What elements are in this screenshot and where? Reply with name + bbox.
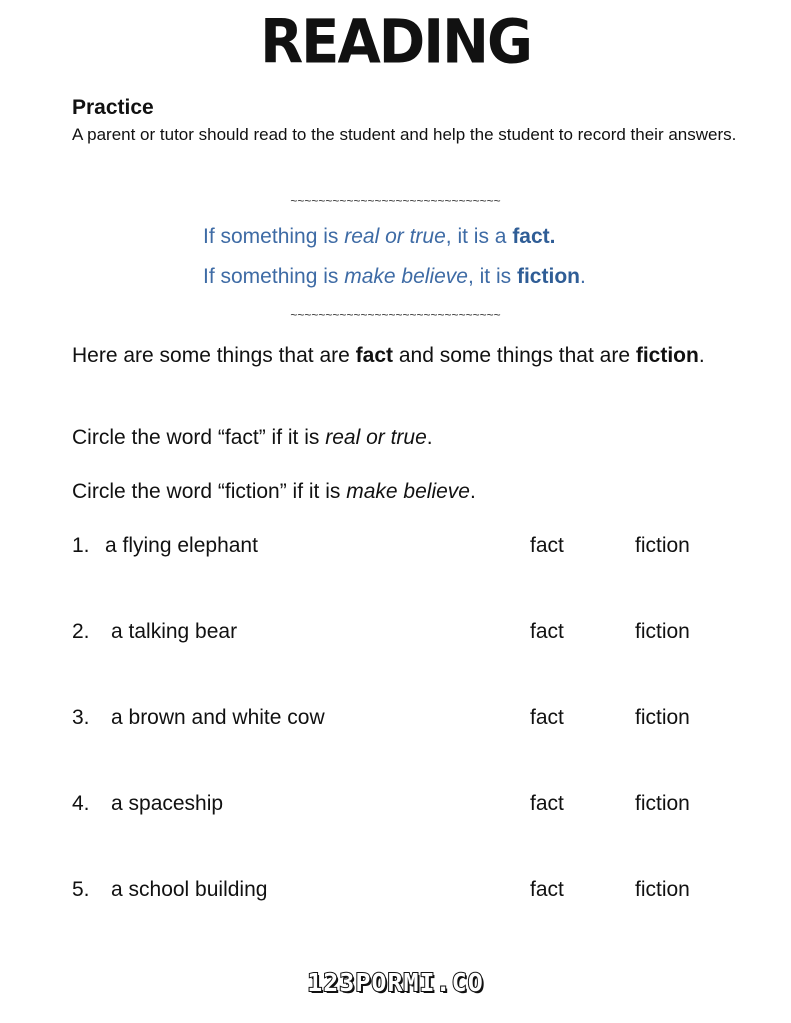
intro-paragraph xyxy=(72,342,732,369)
circle-fiction-end: . xyxy=(469,480,476,503)
item-number: 4. xyxy=(72,792,90,815)
list-item xyxy=(72,790,732,818)
definition-fact-mid: , it is a xyxy=(445,225,513,248)
circle-fiction-emphasis: make believe xyxy=(346,480,470,503)
definition-fiction-word: fiction xyxy=(516,265,580,288)
definition-fiction xyxy=(203,264,586,290)
item-number: 2. xyxy=(72,620,90,643)
fact-option[interactable]: fact xyxy=(530,620,564,643)
definition-fiction-emphasis: make believe xyxy=(344,265,468,288)
circle-fact-prefix: Circle the word “fact” if it is xyxy=(72,426,326,449)
circle-fact-instruction xyxy=(72,424,732,451)
fiction-option[interactable]: fiction xyxy=(635,534,690,557)
intro-part1: Here are some things that are xyxy=(72,344,356,367)
fact-option[interactable]: fact xyxy=(530,878,564,901)
definition-fiction-mid: , it is xyxy=(467,265,517,288)
item-text: a talking bear xyxy=(111,620,238,643)
fact-option[interactable]: fact xyxy=(530,792,564,815)
item-text: a flying elephant xyxy=(105,534,258,557)
footer-logo: 123PORMI.CO xyxy=(307,968,484,997)
list-item xyxy=(72,704,732,732)
intro-end: . xyxy=(698,344,705,367)
fact-option[interactable]: fact xyxy=(530,534,564,557)
circle-fiction-instruction xyxy=(72,478,732,505)
separator-top: ~~~~~~~~~~~~~~~~~~~~~~~~~~~~~~ xyxy=(290,194,501,208)
intro-part2: and some things that are xyxy=(393,344,636,367)
intro-fact: fact xyxy=(355,344,394,367)
item-text: a school building xyxy=(111,878,268,901)
instructions-text: A parent or tutor should read to the student and help the student to record their answers. xyxy=(72,125,737,144)
definition-fact xyxy=(203,224,556,250)
section-heading: Practice xyxy=(72,96,154,119)
definition-fiction-prefix: If something is xyxy=(203,265,345,288)
item-text: a spaceship xyxy=(111,792,224,815)
page-title: READING xyxy=(260,7,531,78)
definition-fact-word: fact. xyxy=(512,225,556,248)
circle-fiction-prefix: Circle the word “fiction” if it is xyxy=(72,480,347,503)
circle-fact-emphasis: real or true xyxy=(325,426,427,449)
circle-fact-end: . xyxy=(426,426,433,449)
list-item xyxy=(72,618,732,646)
item-number: 1. xyxy=(72,534,90,557)
fiction-option[interactable]: fiction xyxy=(635,706,690,729)
intro-fiction: fiction xyxy=(635,344,699,367)
definition-fact-emphasis: real or true xyxy=(344,225,446,248)
list-item xyxy=(72,532,732,560)
fact-option[interactable]: fact xyxy=(530,706,564,729)
item-number: 3. xyxy=(72,706,90,729)
fiction-option[interactable]: fiction xyxy=(635,878,690,901)
fiction-option[interactable]: fiction xyxy=(635,620,690,643)
definition-fact-prefix: If something is xyxy=(203,225,345,248)
list-item xyxy=(72,876,732,904)
definition-fiction-end: . xyxy=(579,265,586,288)
fiction-option[interactable]: fiction xyxy=(635,792,690,815)
separator-bottom: ~~~~~~~~~~~~~~~~~~~~~~~~~~~~~~ xyxy=(290,308,501,322)
item-text: a brown and white cow xyxy=(111,706,325,729)
item-number: 5. xyxy=(72,878,90,901)
